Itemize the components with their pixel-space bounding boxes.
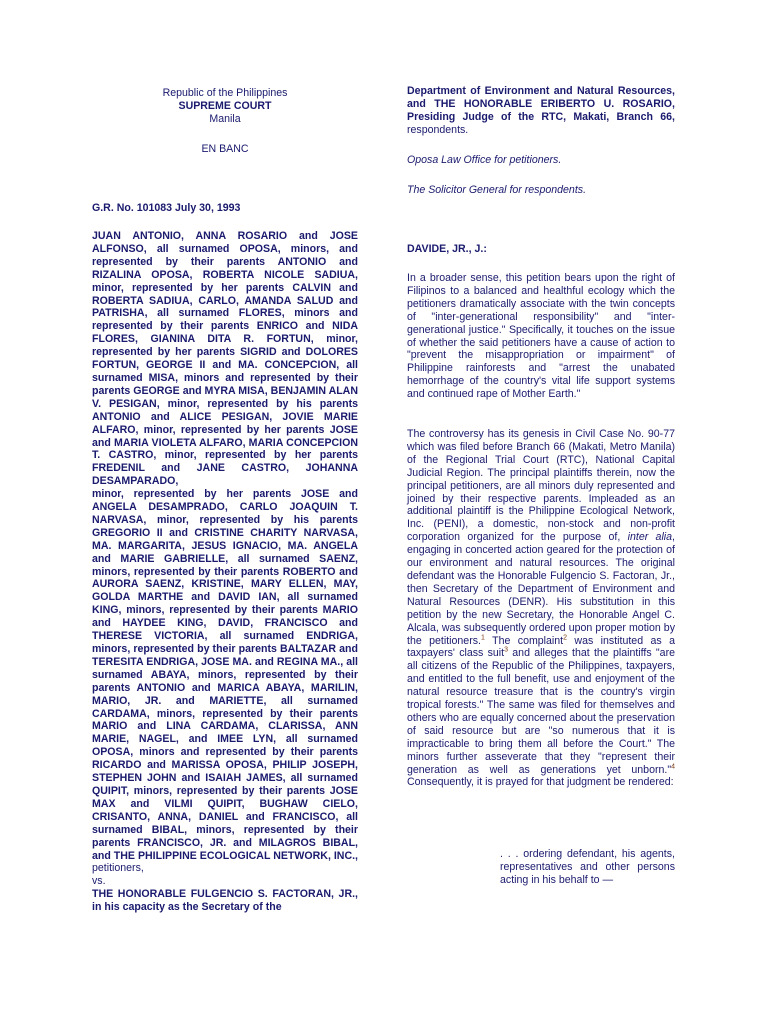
versus-label: vs. [92,875,106,888]
paragraph-2-text [407,428,675,789]
respondents-role: respondents. [407,123,469,136]
case-number: G.R. No. 101083 July 30, 1993 [92,202,241,214]
republic-line: Republic of the Philippines [162,87,288,99]
respondent-names-a: THE HONORABLE FULGENCIO S. FACTORAN, JR., in his capacity as the Secretary of the [92,888,358,914]
p2-part-a: The controversy has its genesis in Civil Case No. 90-77 which was filed before Branch 66 (Makati, Metro Manila) of the Regional Trial Court (RTC), National Capital Judicial Region. The principal plaintiffs therein, now the principal petitioners, are all minors duly represented and joined by their respective parents. Impleaded as an additional plaintiff is the Philippine Ecological Network, Inc. (PENI), a domestic, non-stock and non-profit corporation organized for the purpose of, [407,428,675,544]
paragraph-1-text: In a broader sense, this petition bears upon the right of Filipinos to a balanced and healthful ecology which the petitioners dramatically associate with the twin concepts of "inter-generational responsibility" and "inter-generational justice." Specifically, it touches on the issue of whether the said petitioners have a cause of action to "prevent the misappropriation or impairment" of Philippine rainforests and "arrest the unabated hemorrhage of the country's vital life support systems and continued rape of Mother Earth." [407,272,675,401]
respondent-names-b: Department of Environment and Natural Resources, and THE HONORABLE ERIBERTO U. ROSARIO, Presiding Judge of the RTC, Makati, Branch 66, [407,85,675,123]
footnote-4-link[interactable]: 4 [671,763,675,771]
block-quote [500,848,675,887]
petitioner-names-a: JUAN ANTONIO, ANNA ROSARIO and JOSE ALFONSO, all surnamed OPOSA, minors, and represented by their parents ANTONIO and RIZALINA OPOSA, ROBERTA NICOLE SADIUA, minor, represented by her parents CALVIN and ROBERTA SADIUA, CARLO, AMANDA SALUD and PATRISHA, all surnamed FLORES, minors and represented by their parents ENRICO and NIDA FLORES, GIANINA DITA R. FORTUN, minor, represented by her parents SIGRID and DOLORES FORTUN, GEORGE II and MA. CONCEPCION, all surnamed MISA, minors and represented by their parents GEORGE and MYRA MISA, BENJAMIN ALAN V. PESIGAN, minor, represented by his parents ANTONIO and ALICE PESIGAN, JOVIE MARIE ALFARO, minor, represented by her parents JOSE and MARIA VIOLETA ALFARO, MARIA CONCEPCION T. CASTRO, minor, represented by her parents FREDENIL and JANE CASTRO, JOHANNA DESAMPARADO, [92,230,358,488]
petitioner-names-b [92,488,358,875]
opinion-paragraph-1 [407,272,675,401]
division-label: EN BANC [201,143,249,155]
counsel-petitioners: Oposa Law Office for petitioners. [407,154,562,166]
petitioners-caption [92,230,358,914]
counsel-respondents: The Solicitor General for respondents. [407,184,587,196]
court-city: Manila [209,113,241,125]
footnote-2-link[interactable]: 2 [563,633,568,641]
petitioner-names-b-text: minor, represented by her parents JOSE and ANGELA DESAMPRADO, CARLO JOAQUIN T. NARVASA, minor, represented by his parents GREGORIO II and CRISTINE CHARITY NARVASA, MA. MARGARITA, JESUS IGNACIO, MA. ANGELA and MARIE GABRIELLE, all surnamed SAENZ, minors, represented by their parents ROBERTO and AURORA SAENZ, KRISTINE, MARY ELLEN, MAY, GOLDA MARTHE and DAVID IAN, all surnamed KING, minors, represented by their parents MARIO and HAYDEE KING, DAVID, FRANCISCO and THERESE VICTORIA, all surnamed ENDRIGA, minors, represented by their parents BALTAZAR and TERESITA ENDRIGA, JOSE MA. and REGINA MA., all surnamed ABAYA, minors, represented by their parents ANTONIO and MARICA ABAYA, MARILIN, MARIO, JR. and MARIETTE, all surnamed CARDAMA, minors, represented by their parents MARIO and LINA CARDAMA, CLARISSA, ANN MARIE, NAGEL, and IMEE LYN, all surnamed OPOSA, minors and represented by their parents RICARDO and MARISSA OPOSA, PHILIP JOSEPH, STEPHEN JOHN and ISAIAH JAMES, all surnamed QUIPIT, minors, represented by their parents JOSE MAX and VILMI QUIPIT, BUGHAW CIELO, CRISANTO, ANNA, DANIEL and FRANCISCO, all surnamed BIBAL, minors, represented by their parents FRANCISCO, JR. and MILAGROS BIBAL, and THE PHILIPPINE ECOLOGICAL NETWORK, INC., [92,488,358,862]
respondents-caption [407,85,675,137]
p2-part-d: was instituted as a taxpayers' class suit [407,634,675,660]
p2-part-f: Consequently, it is prayed for that judgment be rendered: [407,776,674,789]
ponente: DAVIDE, JR., J.: [407,243,487,255]
petitioners-role: petitioners, [92,862,144,875]
quote-text: . . . ordering defendant, his agents, representatives and other persons acting in his behalf to — [500,848,675,886]
p2-italic: inter alia [627,531,673,544]
p2-part-e: and alleges that the plaintiffs "are all citizens of the Republic of the Philippines, taxpayers, and entitled to the full benefit, use and enjoyment of the natural resource treasure that is the country's virgin tropical forests." The same was filed for themselves and others who are equally concerned about the preservation of said resource but are "so numerous that it is impracticable to bring them all before the Court." The minors further asseverate that they "represent their generation as well as generations yet unborn." [407,647,675,776]
respondent-names-b-para [407,85,675,137]
p2-part-b: , engaging in concerted action geared for the protection of our environment and natural resources. The original defendant was the Honorable Fulgencio S. Factoran, Jr., then Secretary of the Department of Environment and Natural Resources (DENR). His substitution in this petition by the new Secretary, the Honorable Angel C. Alcala, was subsequently ordered upon proper motion by the petitioners. [407,531,675,647]
opinion-paragraph-2 [407,428,675,789]
footnote-3-link[interactable]: 3 [504,646,509,654]
p2-part-c: The complaint [484,634,564,647]
footnote-1-link[interactable]: 1 [480,633,485,641]
court-name: SUPREME COURT [178,100,272,112]
court-header [92,87,358,126]
